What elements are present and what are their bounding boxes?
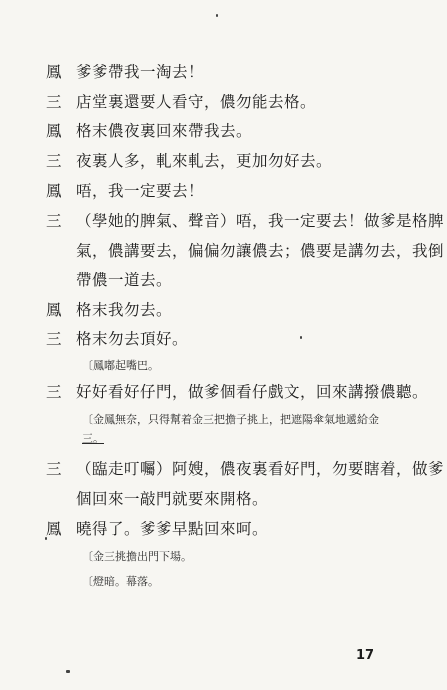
speaker-label: 三 (46, 460, 63, 478)
page-number: 17 (356, 648, 375, 663)
dialogue-text: 個回來一敲門就要來開格。 (76, 490, 269, 508)
stage-direction: 〔金三挑擔出門下場。 (82, 550, 192, 563)
speaker-label: 三 (46, 383, 63, 401)
stage-direction: 〔鳳嘟起嘴巴。 (82, 359, 159, 372)
dialogue-text: 夜裏人多，軋來軋去，更加勿好去。 (76, 152, 333, 170)
speaker-label: 鳳 (46, 520, 63, 538)
dialogue-text: 格末勿去頂好。 (76, 330, 189, 348)
speaker-label: 鳳 (46, 182, 63, 200)
stage-direction-continuation: 三。 (82, 432, 104, 445)
dialogue-text: 曉得了。爹爹早點回來呵。 (76, 520, 269, 538)
speaker-label: 鳳 (46, 122, 63, 140)
stage-direction: 〔燈暗。幕落。 (82, 575, 159, 588)
print-speck (216, 14, 218, 17)
print-speck (300, 336, 302, 339)
speaker-label: 三 (46, 330, 63, 348)
speaker-label: 鳳 (46, 301, 63, 319)
print-speck (66, 670, 70, 673)
dialogue-text: 帶儂一道去。 (76, 271, 173, 289)
dialogue-text: 格末儂夜裏回來帶我去。 (76, 122, 253, 140)
dialogue-text: 好好看好仔門，做爹個看仔戲文，回來講撥儂聽。 (76, 383, 429, 401)
speaker-label: 三 (46, 93, 63, 111)
dialogue-text: 爹爹帶我一淘去！ (76, 63, 205, 81)
stage-direction: 〔金鳳無奈，只得幫着金三把擔子挑上，把遮陽傘氣地遞給金 (82, 413, 379, 426)
dialogue-text: 店堂裏還要人看守，儂勿能去格。 (76, 93, 317, 111)
dialogue-text: 唔，我一定要去！ (76, 182, 205, 200)
dialogue-text: 氣，儂講要去，偏偏勿讓儂去；儂要是講勿去，我倒 (76, 242, 445, 260)
dialogue-text: （學她的脾氣、聲音）唔，我一定要去！做爹是格脾 (76, 212, 445, 230)
dialogue-text: （臨走叮囑）阿嫂，儂夜裏看好門，勿要瞎着，做爹 (76, 460, 445, 478)
speaker-label: 鳳 (46, 63, 63, 81)
speaker-label: 三 (46, 152, 63, 170)
dialogue-text: 格末我勿去。 (76, 301, 173, 319)
speaker-label: 三 (46, 212, 63, 230)
